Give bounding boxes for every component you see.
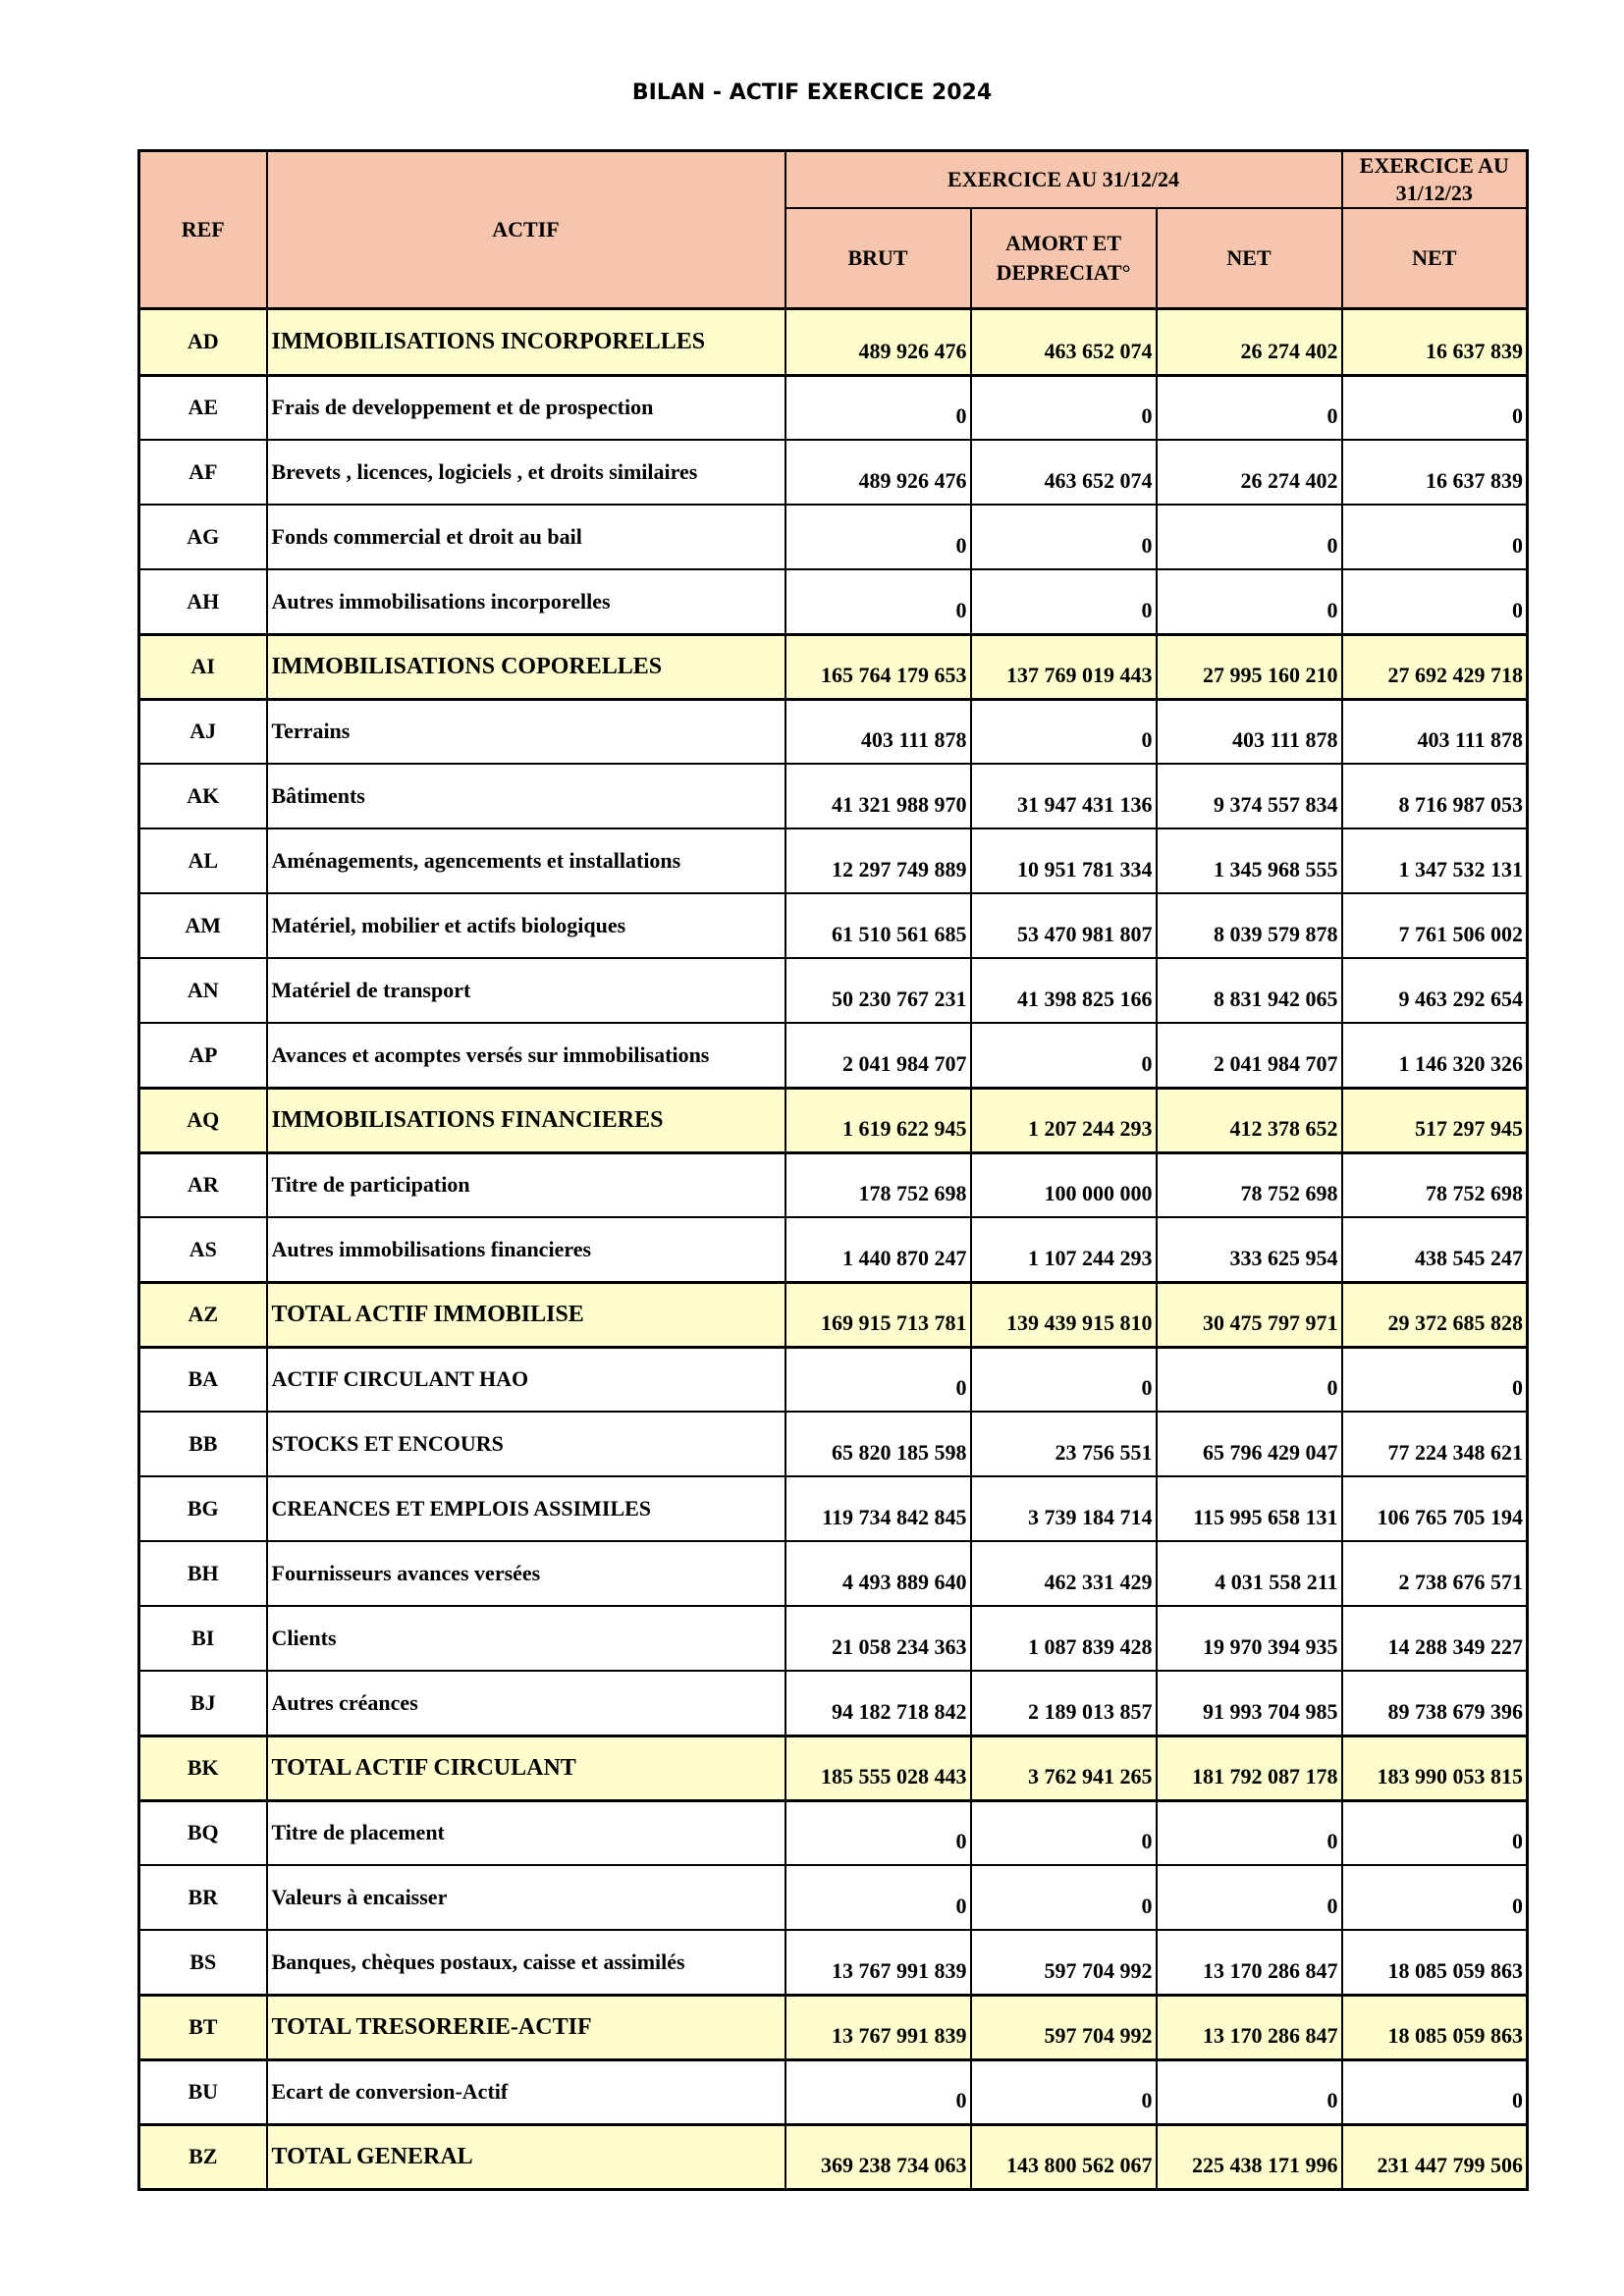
table-row xyxy=(139,1606,1528,1671)
row-net-prev: 89 738 679 396 xyxy=(1342,1671,1528,1735)
row-net: 30 475 797 971 xyxy=(1157,1282,1342,1347)
row-brut: 0 xyxy=(785,375,971,440)
row-net-prev: 1 146 320 326 xyxy=(1342,1023,1528,1088)
row-label: TOTAL GENERAL xyxy=(267,2124,785,2189)
header-ref: REF xyxy=(139,151,267,309)
row-brut: 489 926 476 xyxy=(785,440,971,505)
row-label: TOTAL ACTIF IMMOBILISE xyxy=(267,1282,785,1347)
table-row xyxy=(139,1282,1528,1347)
row-amort: 0 xyxy=(971,1800,1157,1865)
row-net: 91 993 704 985 xyxy=(1157,1671,1342,1735)
row-label: Terrains xyxy=(267,699,785,764)
row-brut: 0 xyxy=(785,1865,971,1930)
row-label: Clients xyxy=(267,1606,785,1671)
row-net: 0 xyxy=(1157,2059,1342,2124)
row-net-prev: 0 xyxy=(1342,1865,1528,1930)
row-brut: 21 058 234 363 xyxy=(785,1606,971,1671)
row-brut: 0 xyxy=(785,2059,971,2124)
row-brut: 50 230 767 231 xyxy=(785,958,971,1023)
row-ref: BH xyxy=(139,1541,267,1606)
table-row xyxy=(139,308,1528,375)
row-label: Matériel, mobilier et actifs biologiques xyxy=(267,893,785,958)
row-net-prev: 231 447 799 506 xyxy=(1342,2124,1528,2189)
row-net-prev: 78 752 698 xyxy=(1342,1152,1528,1217)
row-amort: 143 800 562 067 xyxy=(971,2124,1157,2189)
row-brut: 185 555 028 443 xyxy=(785,1735,971,1800)
row-amort: 597 704 992 xyxy=(971,1930,1157,1995)
table-row xyxy=(139,1347,1528,1412)
row-net: 27 995 160 210 xyxy=(1157,634,1342,699)
row-net-prev: 106 765 705 194 xyxy=(1342,1476,1528,1541)
row-label: Bâtiments xyxy=(267,764,785,828)
row-amort: 0 xyxy=(971,699,1157,764)
row-label: TOTAL ACTIF CIRCULANT xyxy=(267,1735,785,1800)
header-amort: AMORT ET DEPRECIAT° xyxy=(971,208,1157,308)
row-ref: AZ xyxy=(139,1282,267,1347)
row-ref: BU xyxy=(139,2059,267,2124)
table-row xyxy=(139,440,1528,505)
row-ref: BG xyxy=(139,1476,267,1541)
row-net-prev: 77 224 348 621 xyxy=(1342,1412,1528,1476)
row-brut: 369 238 734 063 xyxy=(785,2124,971,2189)
row-net: 65 796 429 047 xyxy=(1157,1412,1342,1476)
row-amort: 0 xyxy=(971,1023,1157,1088)
row-net: 2 041 984 707 xyxy=(1157,1023,1342,1088)
row-ref: AE xyxy=(139,375,267,440)
row-label: Brevets , licences, logiciels , et droits similaires xyxy=(267,440,785,505)
table-row xyxy=(139,375,1528,440)
row-amort: 1 207 244 293 xyxy=(971,1088,1157,1152)
table-row xyxy=(139,958,1528,1023)
table-row xyxy=(139,2059,1528,2124)
row-brut: 119 734 842 845 xyxy=(785,1476,971,1541)
row-amort: 0 xyxy=(971,569,1157,634)
table-row xyxy=(139,634,1528,699)
row-brut: 13 767 991 839 xyxy=(785,1930,971,1995)
table-row xyxy=(139,893,1528,958)
row-net-prev: 27 692 429 718 xyxy=(1342,634,1528,699)
table-row xyxy=(139,1476,1528,1541)
row-net-prev: 18 085 059 863 xyxy=(1342,1995,1528,2059)
row-net: 9 374 557 834 xyxy=(1157,764,1342,828)
row-net-prev: 438 545 247 xyxy=(1342,1217,1528,1282)
row-amort: 0 xyxy=(971,2059,1157,2124)
row-brut: 0 xyxy=(785,1800,971,1865)
row-ref: AD xyxy=(139,308,267,375)
header-brut: BRUT xyxy=(785,208,971,308)
table-row xyxy=(139,699,1528,764)
row-net: 0 xyxy=(1157,1347,1342,1412)
row-label: Autres immobilisations financieres xyxy=(267,1217,785,1282)
table-row xyxy=(139,1865,1528,1930)
header-net-prev: NET xyxy=(1342,208,1528,308)
row-amort: 597 704 992 xyxy=(971,1995,1157,2059)
table-row xyxy=(139,1088,1528,1152)
row-net: 1 345 968 555 xyxy=(1157,828,1342,893)
row-net: 115 995 658 131 xyxy=(1157,1476,1342,1541)
row-ref: AP xyxy=(139,1023,267,1088)
row-ref: BK xyxy=(139,1735,267,1800)
row-amort: 139 439 915 810 xyxy=(971,1282,1157,1347)
row-ref: AJ xyxy=(139,699,267,764)
row-amort: 100 000 000 xyxy=(971,1152,1157,1217)
row-brut: 4 493 889 640 xyxy=(785,1541,971,1606)
row-brut: 1 440 870 247 xyxy=(785,1217,971,1282)
row-label: Autres immobilisations incorporelles xyxy=(267,569,785,634)
row-ref: BI xyxy=(139,1606,267,1671)
row-label: Titre de participation xyxy=(267,1152,785,1217)
header-actif: ACTIF xyxy=(267,151,785,309)
row-label: Avances et acomptes versés sur immobilisations xyxy=(267,1023,785,1088)
row-label: Aménagements, agencements et installations xyxy=(267,828,785,893)
row-ref: AH xyxy=(139,569,267,634)
row-net-prev: 2 738 676 571 xyxy=(1342,1541,1528,1606)
table-row xyxy=(139,1930,1528,1995)
table-row xyxy=(139,1995,1528,2059)
row-label: Autres créances xyxy=(267,1671,785,1735)
row-label: IMMOBILISATIONS FINANCIERES xyxy=(267,1088,785,1152)
row-label: IMMOBILISATIONS COPORELLES xyxy=(267,634,785,699)
row-label: Fonds commercial et droit au bail xyxy=(267,505,785,569)
table-header xyxy=(139,151,1528,309)
row-ref: BQ xyxy=(139,1800,267,1865)
row-label: ACTIF CIRCULANT HAO xyxy=(267,1347,785,1412)
row-brut: 0 xyxy=(785,1347,971,1412)
row-net: 26 274 402 xyxy=(1157,440,1342,505)
row-amort: 0 xyxy=(971,375,1157,440)
row-net: 13 170 286 847 xyxy=(1157,1930,1342,1995)
table-row xyxy=(139,1412,1528,1476)
row-label: Banques, chèques postaux, caisse et assimilés xyxy=(267,1930,785,1995)
row-net: 78 752 698 xyxy=(1157,1152,1342,1217)
row-brut: 12 297 749 889 xyxy=(785,828,971,893)
table-body xyxy=(139,308,1528,2189)
row-net: 8 039 579 878 xyxy=(1157,893,1342,958)
row-brut: 41 321 988 970 xyxy=(785,764,971,828)
row-net-prev: 16 637 839 xyxy=(1342,308,1528,375)
row-amort: 137 769 019 443 xyxy=(971,634,1157,699)
row-net: 0 xyxy=(1157,505,1342,569)
row-brut: 13 767 991 839 xyxy=(785,1995,971,2059)
row-amort: 10 951 781 334 xyxy=(971,828,1157,893)
row-amort: 31 947 431 136 xyxy=(971,764,1157,828)
table-row xyxy=(139,1671,1528,1735)
row-amort: 3 739 184 714 xyxy=(971,1476,1157,1541)
row-amort: 1 087 839 428 xyxy=(971,1606,1157,1671)
table-row xyxy=(139,1735,1528,1800)
row-net: 0 xyxy=(1157,1800,1342,1865)
row-brut: 2 041 984 707 xyxy=(785,1023,971,1088)
row-amort: 462 331 429 xyxy=(971,1541,1157,1606)
row-net-prev: 29 372 685 828 xyxy=(1342,1282,1528,1347)
row-net-prev: 8 716 987 053 xyxy=(1342,764,1528,828)
table-row xyxy=(139,569,1528,634)
header-net: NET xyxy=(1157,208,1342,308)
row-brut: 65 820 185 598 xyxy=(785,1412,971,1476)
row-label: Valeurs à encaisser xyxy=(267,1865,785,1930)
row-brut: 178 752 698 xyxy=(785,1152,971,1217)
row-amort: 1 107 244 293 xyxy=(971,1217,1157,1282)
row-ref: AM xyxy=(139,893,267,958)
row-brut: 0 xyxy=(785,569,971,634)
row-amort: 0 xyxy=(971,1347,1157,1412)
table-row xyxy=(139,1217,1528,1282)
row-ref: BZ xyxy=(139,2124,267,2189)
row-ref: AF xyxy=(139,440,267,505)
row-net: 181 792 087 178 xyxy=(1157,1735,1342,1800)
row-label: CREANCES ET EMPLOIS ASSIMILES xyxy=(267,1476,785,1541)
row-brut: 489 926 476 xyxy=(785,308,971,375)
row-net: 0 xyxy=(1157,375,1342,440)
row-net-prev: 18 085 059 863 xyxy=(1342,1930,1528,1995)
document-title: BILAN - ACTIF EXERCICE 2024 xyxy=(631,80,993,105)
table-row xyxy=(139,1541,1528,1606)
row-label: Ecart de conversion-Actif xyxy=(267,2059,785,2124)
row-net-prev: 0 xyxy=(1342,505,1528,569)
row-net: 412 378 652 xyxy=(1157,1088,1342,1152)
row-brut: 0 xyxy=(785,505,971,569)
row-brut: 169 915 713 781 xyxy=(785,1282,971,1347)
row-net-prev: 183 990 053 815 xyxy=(1342,1735,1528,1800)
row-net-prev: 16 637 839 xyxy=(1342,440,1528,505)
row-amort: 2 189 013 857 xyxy=(971,1671,1157,1735)
row-amort: 463 652 074 xyxy=(971,440,1157,505)
row-amort: 0 xyxy=(971,505,1157,569)
row-net: 19 970 394 935 xyxy=(1157,1606,1342,1671)
row-label: Fournisseurs avances versées xyxy=(267,1541,785,1606)
row-ref: AK xyxy=(139,764,267,828)
table-row xyxy=(139,505,1528,569)
row-amort: 53 470 981 807 xyxy=(971,893,1157,958)
row-ref: AN xyxy=(139,958,267,1023)
table-row xyxy=(139,1800,1528,1865)
header-current-period: EXERCICE AU 31/12/24 xyxy=(785,151,1342,209)
row-label: TOTAL TRESORERIE-ACTIF xyxy=(267,1995,785,2059)
table-row xyxy=(139,764,1528,828)
row-brut: 94 182 718 842 xyxy=(785,1671,971,1735)
row-label: Titre de placement xyxy=(267,1800,785,1865)
row-ref: BB xyxy=(139,1412,267,1476)
row-net-prev: 1 347 532 131 xyxy=(1342,828,1528,893)
row-net-prev: 0 xyxy=(1342,1800,1528,1865)
row-ref: AS xyxy=(139,1217,267,1282)
row-net: 0 xyxy=(1157,569,1342,634)
row-ref: BR xyxy=(139,1865,267,1930)
row-ref: BA xyxy=(139,1347,267,1412)
row-amort: 23 756 551 xyxy=(971,1412,1157,1476)
table-row xyxy=(139,1152,1528,1217)
row-ref: BJ xyxy=(139,1671,267,1735)
row-amort: 0 xyxy=(971,1865,1157,1930)
header-previous-period: EXERCICE AU 31/12/23 xyxy=(1342,151,1528,209)
table-row xyxy=(139,2124,1528,2189)
row-net: 13 170 286 847 xyxy=(1157,1995,1342,2059)
row-net-prev: 0 xyxy=(1342,375,1528,440)
balance-sheet-table xyxy=(137,149,1529,2191)
row-label: IMMOBILISATIONS INCORPORELLES xyxy=(267,308,785,375)
row-ref: AQ xyxy=(139,1088,267,1152)
row-net-prev: 14 288 349 227 xyxy=(1342,1606,1528,1671)
row-ref: AR xyxy=(139,1152,267,1217)
row-amort: 3 762 941 265 xyxy=(971,1735,1157,1800)
row-ref: BS xyxy=(139,1930,267,1995)
row-ref: BT xyxy=(139,1995,267,2059)
row-label: Matériel de transport xyxy=(267,958,785,1023)
row-ref: AG xyxy=(139,505,267,569)
row-ref: AI xyxy=(139,634,267,699)
row-net: 225 438 171 996 xyxy=(1157,2124,1342,2189)
row-net-prev: 0 xyxy=(1342,569,1528,634)
row-net: 333 625 954 xyxy=(1157,1217,1342,1282)
row-amort: 463 652 074 xyxy=(971,308,1157,375)
row-net: 0 xyxy=(1157,1865,1342,1930)
row-brut: 403 111 878 xyxy=(785,699,971,764)
row-net-prev: 517 297 945 xyxy=(1342,1088,1528,1152)
row-brut: 61 510 561 685 xyxy=(785,893,971,958)
row-net: 8 831 942 065 xyxy=(1157,958,1342,1023)
row-net-prev: 7 761 506 002 xyxy=(1342,893,1528,958)
row-amort: 41 398 825 166 xyxy=(971,958,1157,1023)
row-net-prev: 0 xyxy=(1342,2059,1528,2124)
table-row xyxy=(139,828,1528,893)
row-net: 4 031 558 211 xyxy=(1157,1541,1342,1606)
row-brut: 165 764 179 653 xyxy=(785,634,971,699)
row-net: 403 111 878 xyxy=(1157,699,1342,764)
row-net: 26 274 402 xyxy=(1157,308,1342,375)
row-brut: 1 619 622 945 xyxy=(785,1088,971,1152)
table-row xyxy=(139,1023,1528,1088)
row-label: Frais de developpement et de prospection xyxy=(267,375,785,440)
row-label: STOCKS ET ENCOURS xyxy=(267,1412,785,1476)
row-ref: AL xyxy=(139,828,267,893)
row-net-prev: 9 463 292 654 xyxy=(1342,958,1528,1023)
row-net-prev: 0 xyxy=(1342,1347,1528,1412)
row-net-prev: 403 111 878 xyxy=(1342,699,1528,764)
